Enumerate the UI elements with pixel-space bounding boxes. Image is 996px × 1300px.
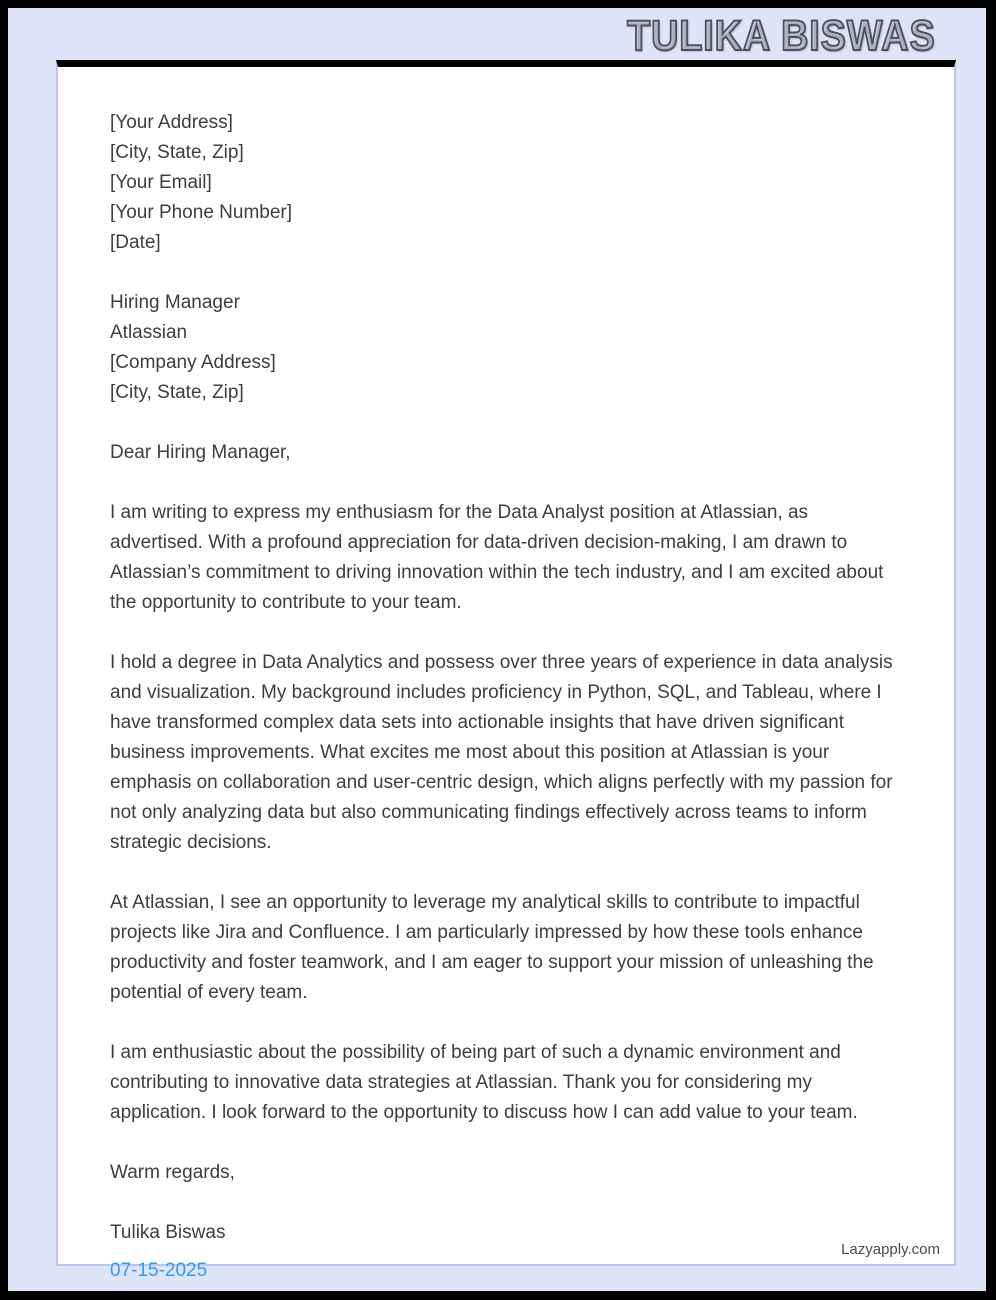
paragraph-closing-thanks: I am enthusiastic about the possibility of being part of such a dynamic environment and contributing to innovative data strategies at Atlassian. Thank you for considering my application. I look forward to the opportunity to discuss how I can add value to your team. [110, 1042, 858, 1123]
signature-date: 07-15-2025 [110, 1260, 208, 1281]
letter-body [58, 67, 954, 1286]
sender-email-line: [Your Email] [110, 172, 212, 193]
sender-date-line: [Date] [110, 232, 161, 253]
recipient-city-line: [City, State, Zip] [110, 382, 244, 403]
paragraph-company-fit: At Atlassian, I see an opportunity to leverage my analytical skills to contribute to impactful projects like Jira and Confluence. I am particularly impressed by how these tools enhance productivity and foster teamwork, and I am eager to support your mission of unleashing the potential of every team. [110, 892, 874, 1003]
lazyapply-watermark: Lazyapply.com [841, 1241, 940, 1258]
recipient-block [110, 288, 898, 408]
paragraph-intro: I am writing to express my enthusiasm for the Data Analyst position at Atlassian, as advertised. With a profound appreciation for data-driven decision-making, I am drawn to Atlassian’s commitment to driving innovation within the tech industry, and I am excited about the opportunity to contribute to your team. [110, 502, 884, 613]
recipient-title-line: Hiring Manager [110, 292, 240, 313]
sender-address-block [110, 108, 898, 258]
signature-name: Tulika Biswas [110, 1222, 226, 1243]
paragraph-experience: I hold a degree in Data Analytics and possess over three years of experience in data analysis and visualization. My background includes proficiency in Python, SQL, and Tableau, where I have transformed complex data sets into actionable insights that have driven significant business improvements. What excites me most about this position at Atlassian is your emphasis on collaboration and user-centric design, which aligns perfectly with my passion for not only analyzing data but also communicating findings effectively across teams to inform strategic decisions. [110, 652, 893, 853]
recipient-address-line: [Company Address] [110, 352, 276, 373]
sender-phone-line: [Your Phone Number] [110, 202, 293, 223]
sender-address-line: [Your Address] [110, 112, 233, 133]
sender-city-line: [City, State, Zip] [110, 142, 244, 163]
letter-card [56, 60, 956, 1281]
recipient-company-line: Atlassian [110, 322, 188, 343]
page-title: TULIKA BISWAS [627, 12, 936, 60]
salutation: Dear Hiring Manager, [110, 442, 291, 463]
closing-phrase: Warm regards, [110, 1162, 235, 1183]
